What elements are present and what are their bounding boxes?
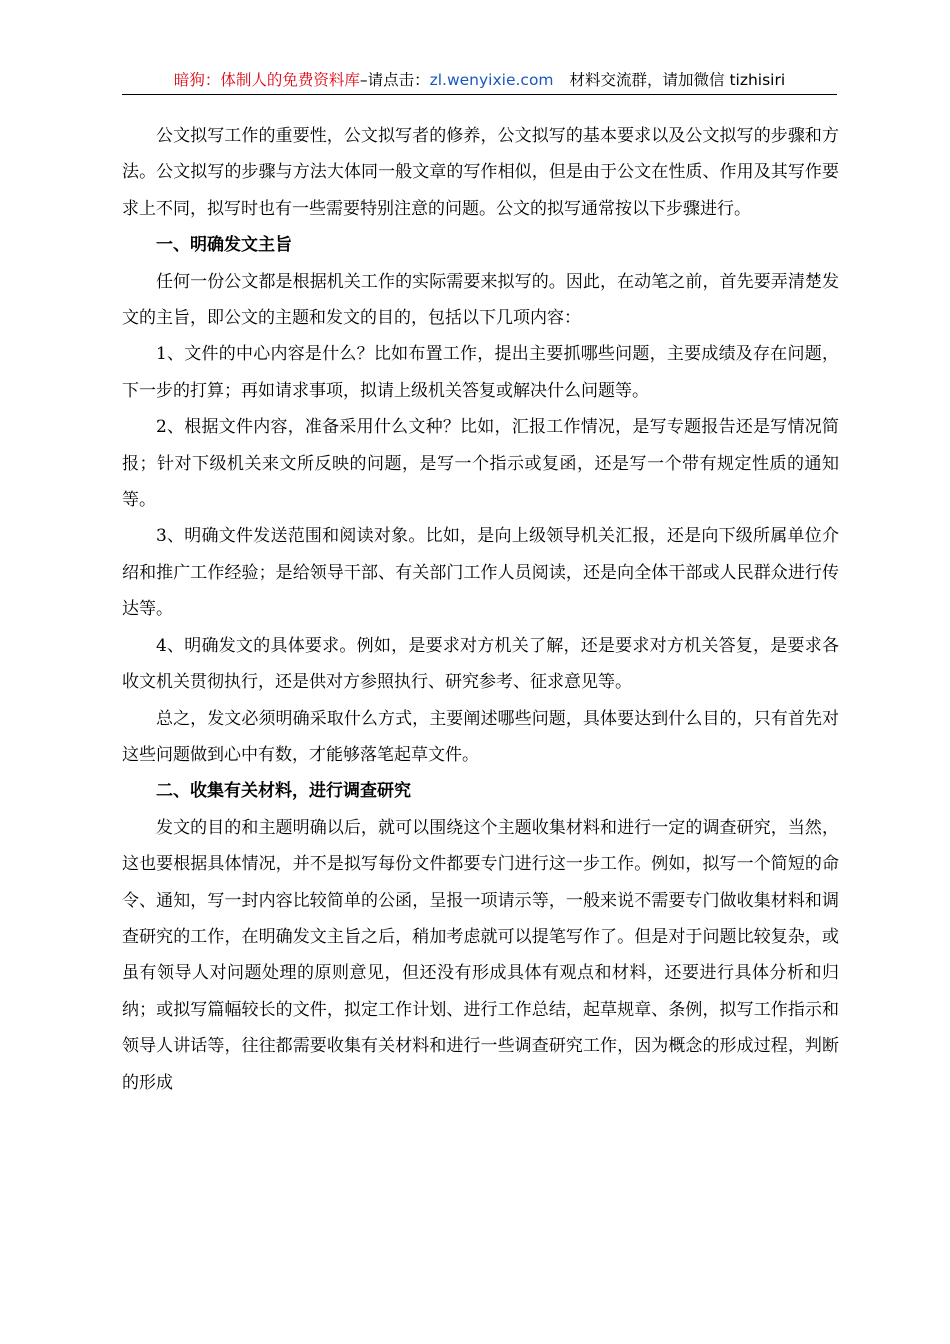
header-click-prefix: –请点击： <box>359 71 430 89</box>
summary-paragraph: 总之，发文必须明确采取什么方式，主要阐述哪些问题，具体要达到什么目的，只有首先对这些问题做到心中有数，才能够落笔起草文件。 <box>122 708 839 765</box>
list-item-4: 4、明确发文的具体要求。例如，是要求对方机关了解，还是要求对方机关答复，是要求各收文机关贯彻执行，还是供对方参照执行、研究参考、征求意见等。 <box>122 635 839 693</box>
header-url-link[interactable]: zl.wenyixie.com <box>429 71 554 89</box>
body-paragraph: 发文的目的和主题明确以后，就可以围绕这个主题收集材料和进行一定的调查研究，当然，这也要根据具体情况，并不是拟写每份文件都要专门进行这一步工作。例如，拟写一个简短的命令、通知，写一封内容比较简单的公函，呈报一项请示等，一般来说不需要专门做收集材料和调查研究的工作，在明确发文主旨之后，稍加考虑就可以提笔写作了。但是对于问题比较复杂，或虽有领导人对问题处理的原则意见，但还没有形成具体有观点和材料，还要进行具体分析和归纳；或拟写篇幅较长的文件，拟定工作计划、进行工作总结，起草规章、条例，拟写工作指示和领导人讲话等，往往都需要收集有关材料和进行一些调查研究工作，因为概念的形成过程，判断的形成 <box>122 817 839 1093</box>
document-body <box>122 118 839 1101</box>
list-item-2: 2、根据文件内容，准备采用什么文种？比如，汇报工作情况，是写专题报告还是写情况简报；针对下级机关来文所反映的问题，是写一个指示或复函，还是写一个带有规定性质的通知等。 <box>122 417 839 511</box>
header-site-name: 暗狗：体制人的免费资料库 <box>173 71 360 89</box>
intro-paragraph: 公文拟写工作的重要性，公文拟写者的修养，公文拟写的基本要求以及公文拟写的步骤和方法。公文拟写的步骤与方法大体同一般文章的写作相似，但是由于公文在性质、作用及其写作要求上不同，拟写时也有一些需要特别注意的问题。公文的拟写通常按以下步骤进行。 <box>122 126 839 219</box>
header-wechat-note: 材料交流群，请加微信 tizhisiri <box>569 71 786 89</box>
body-paragraph: 任何一份公文都是根据机关工作的实际需要来拟写的。因此，在动笔之前，首先要弄清楚发文的主旨，即公文的主题和发文的目的，包括以下几项内容： <box>122 271 839 329</box>
list-item-3: 3、明确文件发送范围和阅读对象。比如，是向上级领导机关汇报，还是向下级所属单位介绍和推广工作经验；是给领导干部、有关部门工作人员阅读，还是向全体干部或人民群众进行传达等。 <box>122 526 839 620</box>
section-heading-1: 一、明确发文主旨 <box>156 235 292 256</box>
section-heading-2: 二、收集有关材料，进行调查研究 <box>156 781 411 802</box>
list-item-1: 1、文件的中心内容是什么？比如布置工作，提出主要抓哪些问题，主要成绩及存在问题，下一步的打算；再如请求事项，拟请上级机关答复或解决什么问题等。 <box>122 344 839 401</box>
page-header <box>122 66 837 95</box>
